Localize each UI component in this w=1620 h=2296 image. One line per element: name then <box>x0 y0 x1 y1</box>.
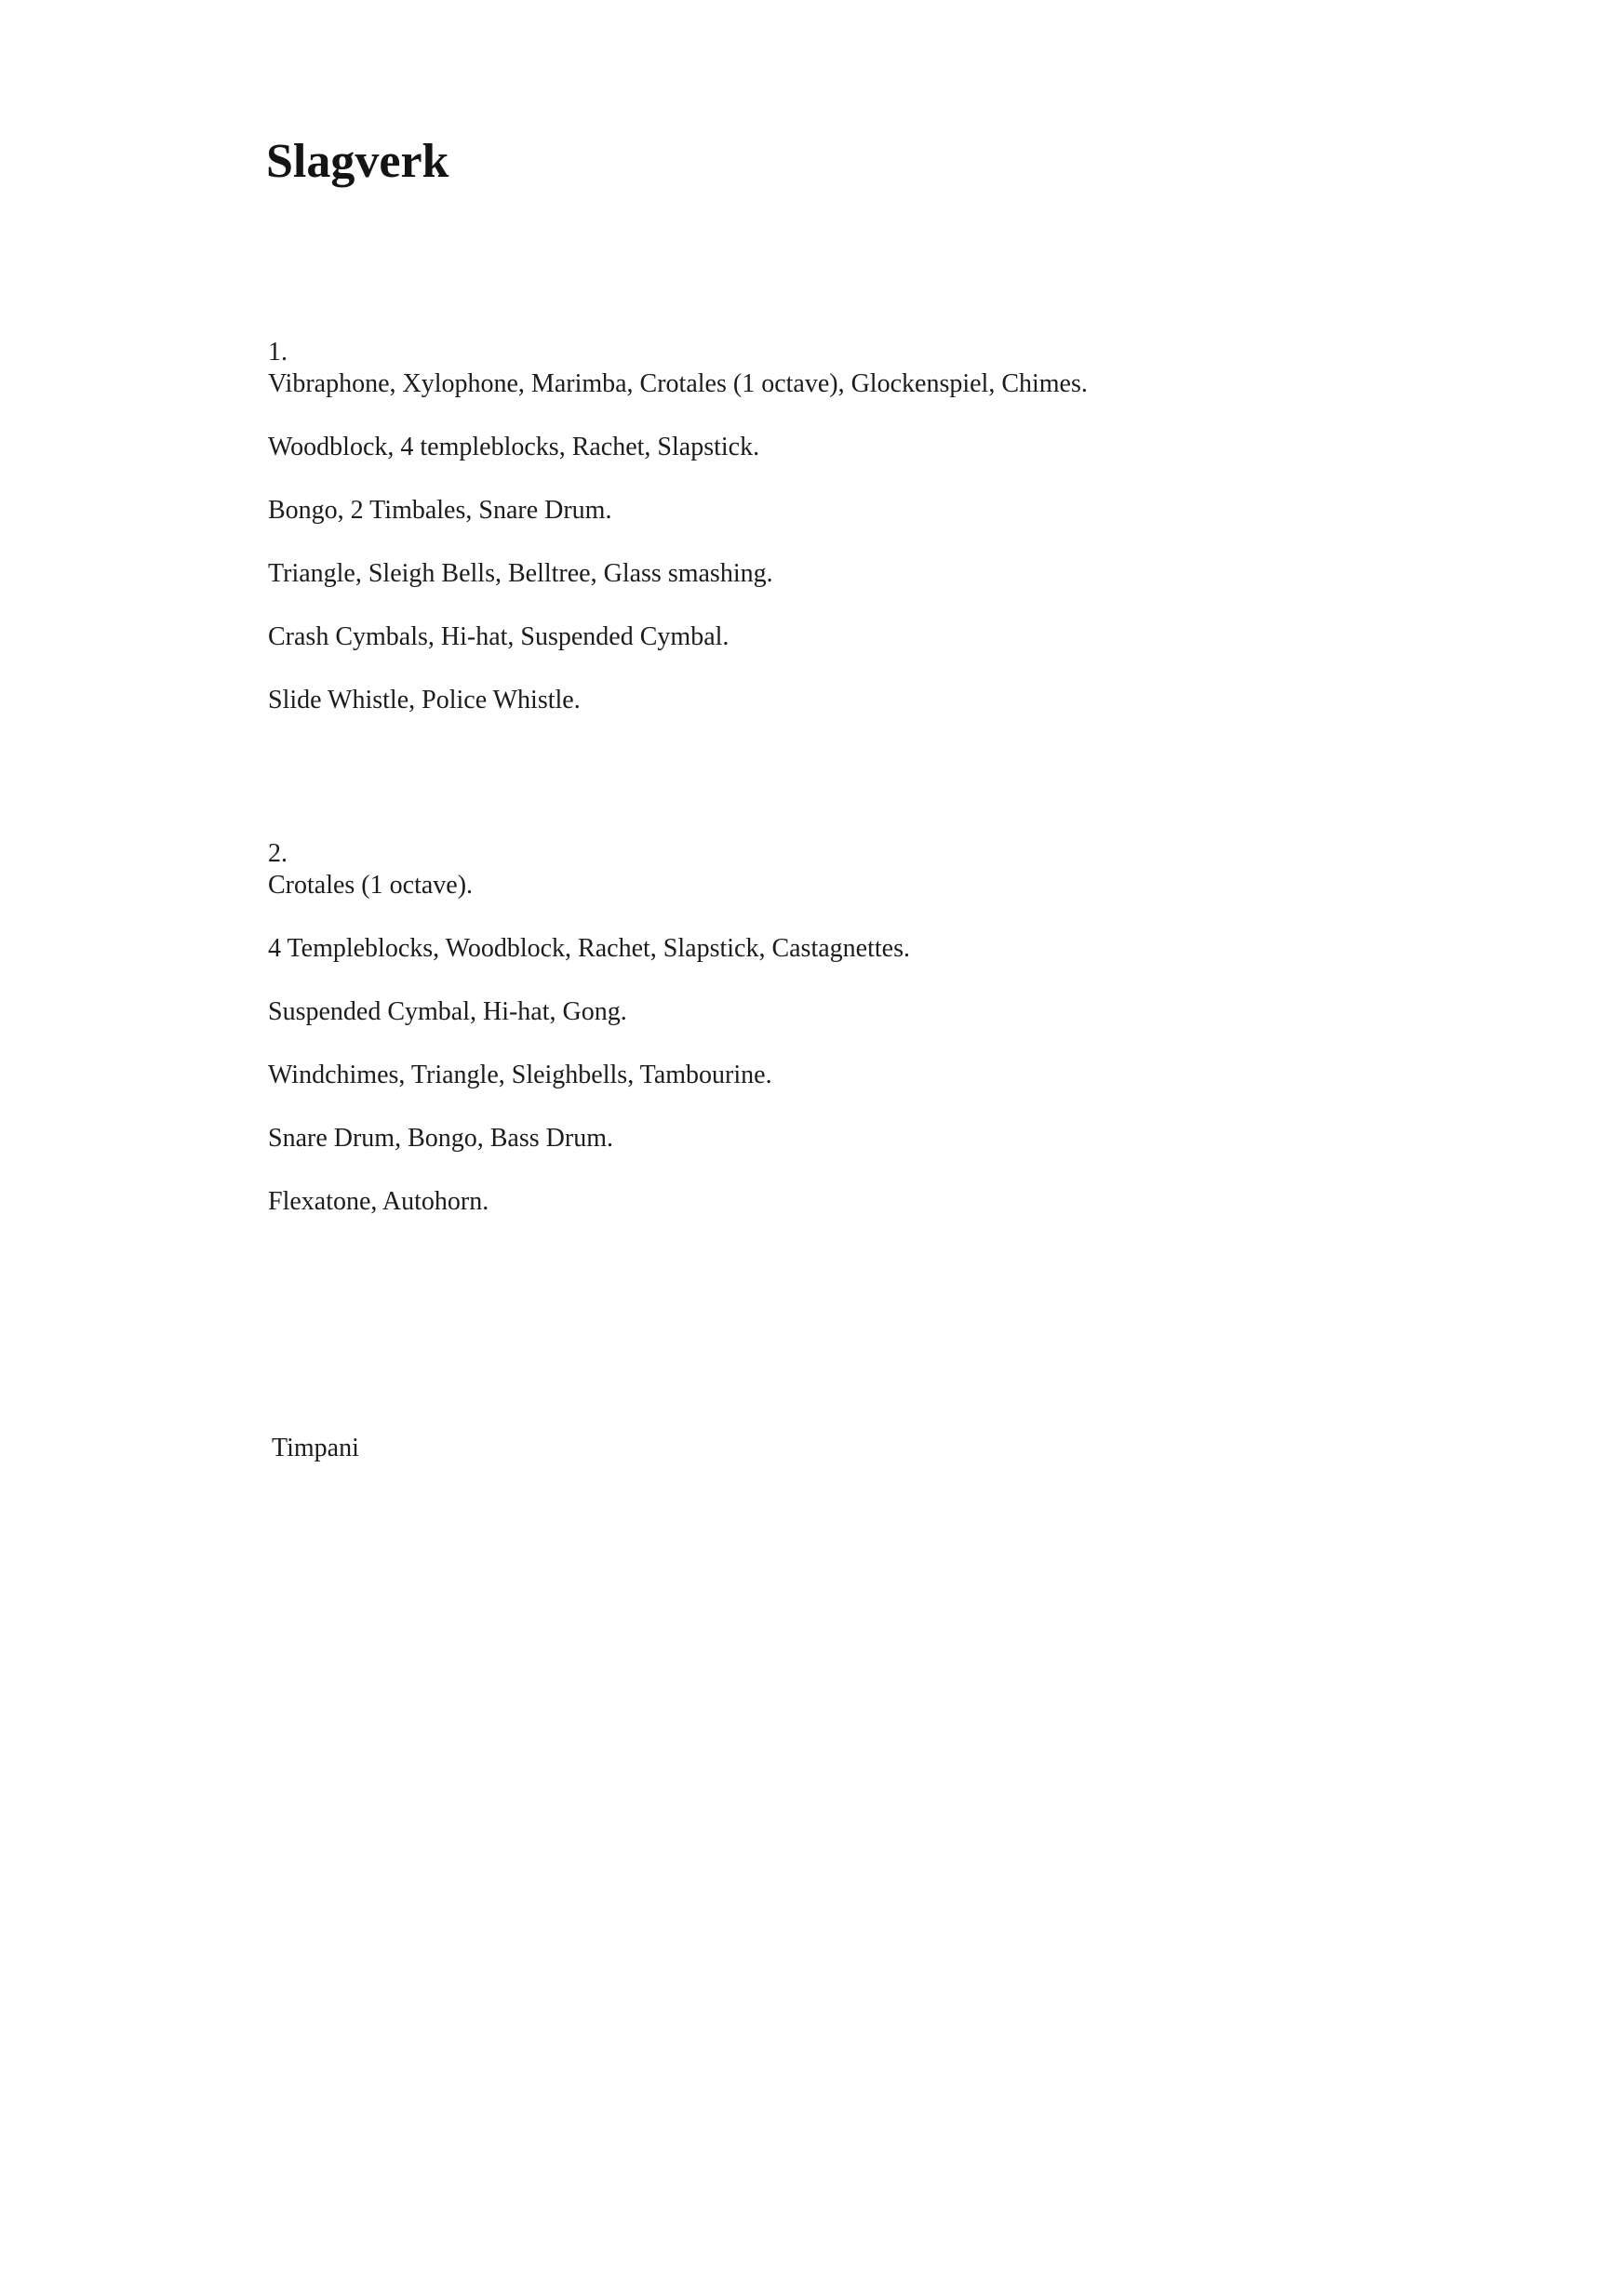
instrument-line: 4 Templeblocks, Woodblock, Rachet, Slapstick, Castagnettes. <box>268 934 910 963</box>
instrument-line: Suspended Cymbal, Hi-hat, Gong. <box>268 997 627 1026</box>
instrument-line: Windchimes, Triangle, Sleighbells, Tambourine. <box>268 1061 772 1089</box>
instrument-line: Bongo, 2 Timbales, Snare Drum. <box>268 496 612 525</box>
section-number: 2. <box>268 839 288 868</box>
page-title: Slagverk <box>266 135 449 188</box>
instrument-line: Snare Drum, Bongo, Bass Drum. <box>268 1124 613 1153</box>
instrument-line: Vibraphone, Xylophone, Marimba, Crotales (1 octave), Glockenspiel, Chimes. <box>268 369 1088 398</box>
timpani-line: Timpani <box>272 1434 359 1462</box>
section-number: 1. <box>268 338 288 367</box>
section-1 <box>268 337 1478 748</box>
instrument-list <box>268 368 1478 716</box>
instrument-line: Crotales (1 octave). <box>268 871 474 900</box>
instrument-line: Flexatone, Autohorn. <box>268 1187 489 1216</box>
instrument-list <box>268 870 1478 1218</box>
instrument-line: Crash Cymbals, Hi-hat, Suspended Cymbal. <box>268 622 730 651</box>
instrument-line: Woodblock, 4 templeblocks, Rachet, Slapstick. <box>268 433 760 461</box>
section-2 <box>268 838 1478 1249</box>
instrument-line: Triangle, Sleigh Bells, Belltree, Glass smashing. <box>268 559 773 588</box>
instrument-line: Slide Whistle, Police Whistle. <box>268 686 581 714</box>
